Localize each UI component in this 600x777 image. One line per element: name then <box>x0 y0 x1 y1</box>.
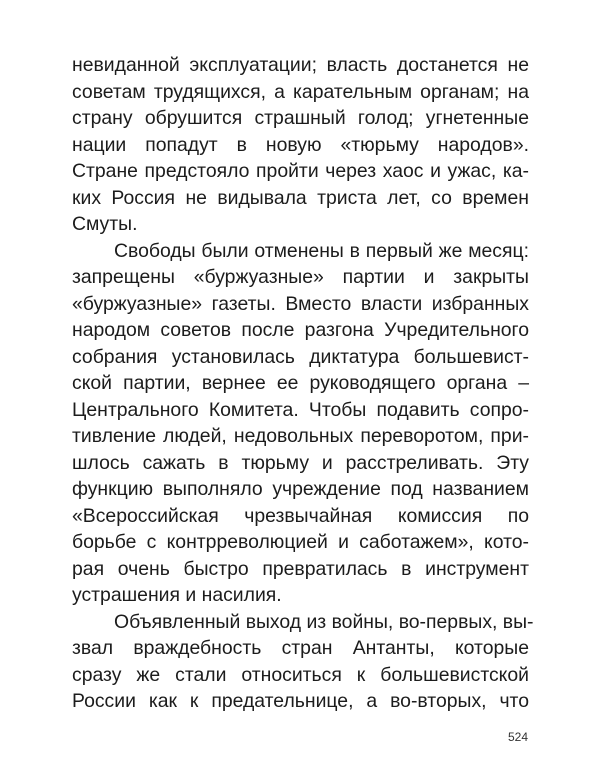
paragraph-2 <box>72 238 529 609</box>
text-line: страну обрушится страшный голод; угнетенные <box>72 107 529 129</box>
text-line: запрещены «буржуазные» партии и закрыты <box>72 266 529 288</box>
text-line: Объявленный выход из войны, во-первых, вы- <box>114 610 534 633</box>
text-line: нации попадут в новую «тюрьму народов». <box>72 133 529 156</box>
paragraph-3 <box>72 609 534 715</box>
text-line: «буржуазные» газеты. Вместо власти избранных <box>72 292 529 315</box>
text-line: шлось сажать в тюрьму и расстреливать. Эту <box>72 451 529 474</box>
text-line: Свободы были отменены в первый же месяц: <box>114 239 529 262</box>
text-line: народом советов после разгона Учредительного <box>72 319 529 341</box>
text-line: невиданной эксплуатации; власть достанется не <box>72 54 529 76</box>
text-line: Центрального Комитета. Чтобы подавить сопро- <box>72 398 529 421</box>
text-line: борьбе с контрреволюцией и саботажем», кото- <box>72 531 529 553</box>
text-line: сразу же стали относиться к большевистской <box>72 663 529 686</box>
text-line: советам трудящихся, а карательным органам; на <box>72 80 529 103</box>
text-line: «Всероссийская чрезвычайная комиссия по <box>72 504 529 527</box>
text-line: звал враждебность стран Антанты, которые <box>72 637 529 659</box>
page-number: 524 <box>508 730 529 744</box>
text-line: тивление людей, недовольных переворотом, при- <box>72 425 529 447</box>
text-line: ких Россия не видывала триста лет, со времен <box>72 186 529 209</box>
paragraph-1 <box>72 52 529 238</box>
text-line: Стране предстояло пройти через хаос и ужас, ка- <box>72 160 529 182</box>
text-line: собрания установилась диктатура большевист- <box>72 345 529 368</box>
text-line: функцию выполняло учреждение под названием <box>72 478 529 500</box>
text-line: Смуты. <box>72 213 138 235</box>
text-line: рая очень быстро превратилась в инструмент <box>72 557 529 580</box>
text-line: России как к предательнице, а во-вторых, что <box>72 690 529 712</box>
text-line: устрашения и насилия. <box>72 584 282 606</box>
text-line: ской партии, вернее ее руководящего органа – <box>72 372 529 394</box>
page-body <box>72 52 534 715</box>
